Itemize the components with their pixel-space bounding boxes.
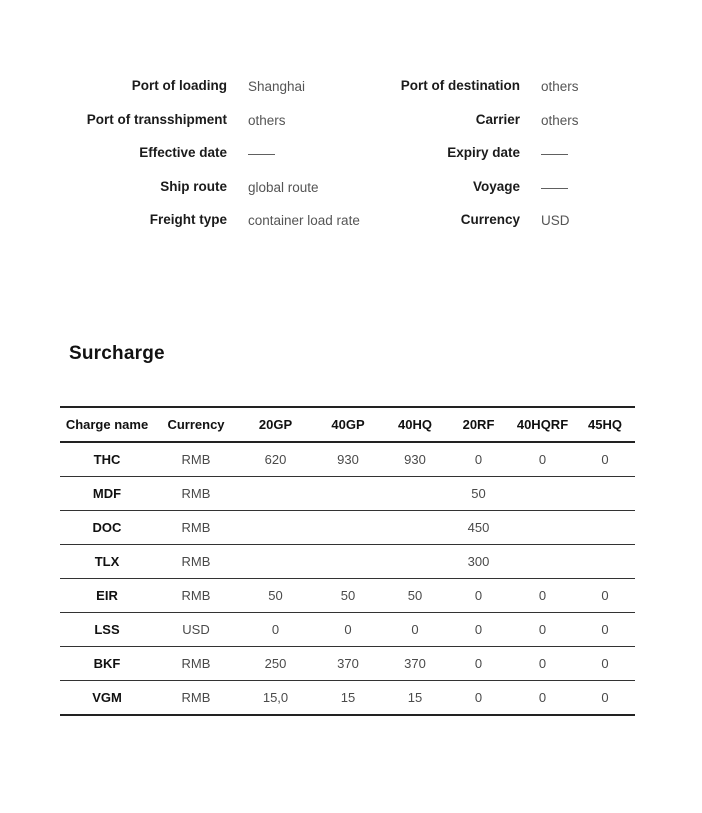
- rate-cell: 15: [340, 690, 356, 705]
- field-label: Expiry date: [447, 145, 520, 160]
- detail-row: [0, 179, 702, 199]
- field-label: Voyage: [472, 178, 520, 194]
- rate-cell: [313, 477, 383, 511]
- rate-cell: 0: [411, 622, 419, 637]
- field-value: others: [541, 112, 579, 128]
- rate-cell: [313, 511, 383, 545]
- field-value: container load rate: [248, 213, 360, 228]
- rate-cell: 0: [538, 656, 547, 671]
- rate-cell: 370: [404, 656, 426, 671]
- field-value: ——: [541, 179, 568, 195]
- currency-cell: RMB: [181, 486, 211, 501]
- rate-cell: [383, 511, 447, 545]
- rate-cell: 50: [471, 486, 486, 501]
- rate-cell: 0: [271, 622, 280, 637]
- rate-cell: 0: [538, 452, 547, 467]
- field-value: ——: [248, 146, 275, 161]
- field-label: Freight type: [149, 212, 227, 227]
- rate-cell: 620: [264, 452, 287, 467]
- rate-cell: [510, 477, 575, 511]
- rate-cell: [238, 477, 313, 511]
- charge-name-cell: MDF: [92, 486, 122, 501]
- field-label: Currency: [460, 212, 520, 227]
- rate-cell: 300: [467, 554, 490, 569]
- column-header: 40GP: [331, 417, 365, 432]
- detail-row: [0, 212, 702, 232]
- surcharge-row: [60, 647, 635, 681]
- rate-cell: 0: [474, 588, 483, 603]
- column-header: 40HQ: [398, 417, 432, 432]
- detail-row: [0, 145, 702, 165]
- rate-cell: 0: [601, 588, 609, 603]
- field-label: Port of loading: [131, 78, 227, 93]
- column-header: 20GP: [258, 417, 293, 432]
- surcharge-title: Surcharge: [69, 343, 165, 364]
- rate-cell: 0: [601, 690, 609, 705]
- column-header: 45HQ: [588, 417, 622, 432]
- currency-cell: USD: [182, 622, 210, 637]
- rate-cell: 50: [407, 588, 423, 603]
- charge-name-cell: EIR: [96, 588, 118, 603]
- column-header: Currency: [167, 417, 225, 432]
- field-label: Port of destination: [400, 78, 520, 93]
- rate-cell: 0: [538, 622, 547, 637]
- surcharge-row: [60, 477, 635, 511]
- field-label: Port of transshipment: [86, 111, 227, 127]
- rate-cell: 0: [474, 656, 483, 671]
- rate-cell: 0: [601, 452, 609, 467]
- rate-cell: 450: [467, 520, 490, 535]
- rate-cell: 0: [474, 452, 483, 467]
- field-value: others: [248, 112, 286, 128]
- rate-cell: [575, 545, 635, 579]
- rate-cell: [510, 545, 575, 579]
- surcharge-header-row: [60, 407, 635, 442]
- currency-cell: RMB: [181, 690, 211, 705]
- rate-cell: 0: [344, 622, 352, 637]
- surcharge-table: [60, 406, 635, 716]
- surcharge-row: [60, 545, 635, 579]
- column-header: 20RF: [462, 417, 495, 432]
- rate-cell: [383, 477, 447, 511]
- surcharge-row: [60, 511, 635, 545]
- charge-name-cell: DOC: [92, 520, 122, 535]
- rate-cell: [575, 477, 635, 511]
- charge-name-cell: TLX: [94, 554, 120, 569]
- rate-cell: 0: [474, 690, 483, 705]
- rate-cell: 930: [337, 452, 359, 467]
- column-header: 40HQRF: [516, 417, 569, 432]
- rate-cell: [575, 511, 635, 545]
- rate-cell: 250: [264, 656, 287, 671]
- shipment-details: [0, 78, 702, 246]
- field-label: Ship route: [160, 178, 227, 194]
- field-label: Effective date: [139, 145, 227, 160]
- column-header: Charge name: [65, 417, 149, 432]
- field-value: others: [541, 79, 579, 94]
- rate-cell: 50: [340, 588, 356, 603]
- rate-cell: 0: [601, 622, 609, 637]
- field-label: Carrier: [475, 111, 520, 127]
- rate-cell: 0: [601, 656, 609, 671]
- rate-cell: [238, 545, 313, 579]
- surcharge-row: [60, 442, 635, 477]
- currency-cell: RMB: [181, 520, 211, 535]
- detail-row: [0, 78, 702, 98]
- field-value: ——: [541, 146, 568, 161]
- charge-name-cell: THC: [93, 452, 121, 467]
- charge-name-cell: LSS: [94, 622, 120, 637]
- currency-cell: RMB: [181, 588, 211, 603]
- surcharge-row: [60, 613, 635, 647]
- rate-cell: 15,0: [262, 690, 289, 705]
- rate-cell: [238, 511, 313, 545]
- currency-cell: RMB: [181, 656, 211, 671]
- rate-cell: 0: [538, 588, 547, 603]
- detail-row: [0, 112, 702, 132]
- rate-cell: 0: [538, 690, 547, 705]
- rate-cell: 50: [268, 588, 283, 603]
- field-value: global route: [248, 179, 319, 195]
- rate-cell: [383, 545, 447, 579]
- rate-cell: 370: [337, 656, 359, 671]
- rate-cell: 930: [404, 452, 426, 467]
- field-value: Shanghai: [248, 79, 306, 94]
- rate-cell: [510, 511, 575, 545]
- rate-cell: 0: [474, 622, 483, 637]
- field-value: USD: [541, 213, 570, 228]
- surcharge-row: [60, 579, 635, 613]
- currency-cell: RMB: [181, 554, 211, 569]
- surcharge-row: [60, 681, 635, 716]
- surcharge-table-body: [60, 442, 635, 715]
- rate-cell: 15: [407, 690, 423, 705]
- currency-cell: RMB: [181, 452, 211, 467]
- charge-name-cell: VGM: [92, 690, 122, 705]
- charge-name-cell: BKF: [93, 656, 121, 671]
- rate-cell: [313, 545, 383, 579]
